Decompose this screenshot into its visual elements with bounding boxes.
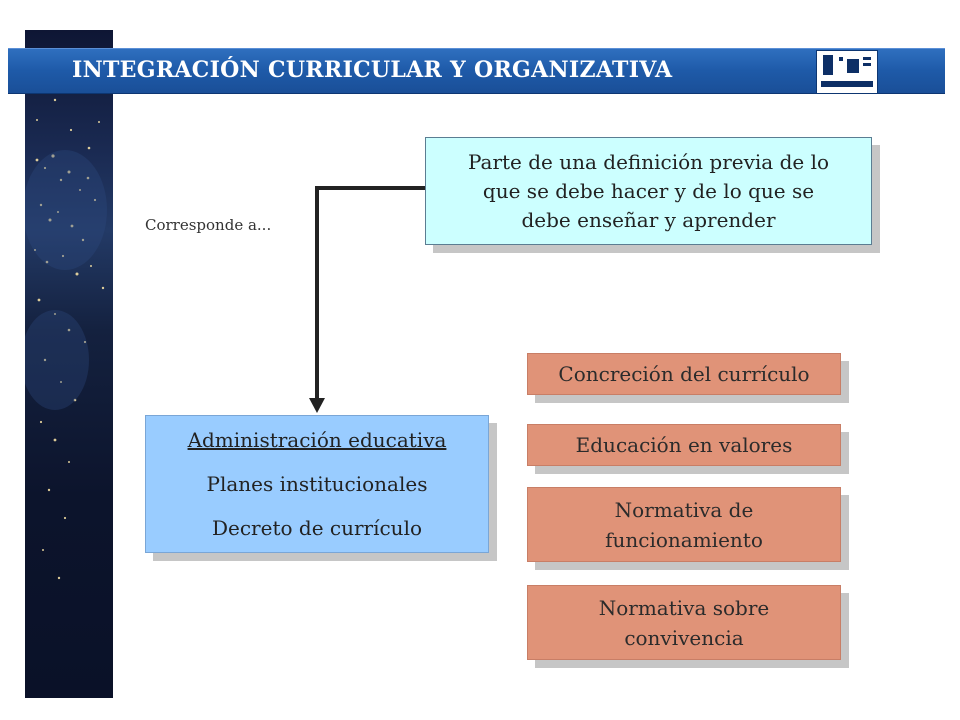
normativa-convivencia-box — [527, 585, 841, 660]
box-label: funcionamiento — [605, 527, 763, 552]
admin-item-administracion: Administración educativa — [187, 428, 447, 452]
definition-line: Parte de una definición previa de lo — [467, 149, 830, 174]
box-label: Educación en valores — [575, 433, 793, 457]
administration-box — [145, 415, 489, 553]
educacion-valores-box — [527, 424, 841, 466]
definition-box — [425, 137, 872, 245]
normativa-funcionamiento-box — [527, 487, 841, 562]
definition-line: debe enseñar y aprender — [521, 207, 776, 232]
connector-label: Corresponde a... — [145, 216, 272, 234]
definition-line: que se debe hacer y de lo que se — [482, 178, 815, 203]
box-label: convivencia — [624, 625, 744, 650]
page-title: INTEGRACIÓN CURRICULAR Y ORGANIZATIVA — [72, 57, 673, 83]
admin-item-decreto: Decreto de currículo — [211, 516, 423, 540]
admin-item-planes: Planes institucionales — [206, 472, 428, 496]
box-label: Concreción del currículo — [558, 362, 810, 386]
box-label: Normativa sobre — [598, 595, 770, 620]
concrecion-curriculo-box — [527, 353, 841, 395]
box-label: Normativa de — [614, 497, 754, 522]
